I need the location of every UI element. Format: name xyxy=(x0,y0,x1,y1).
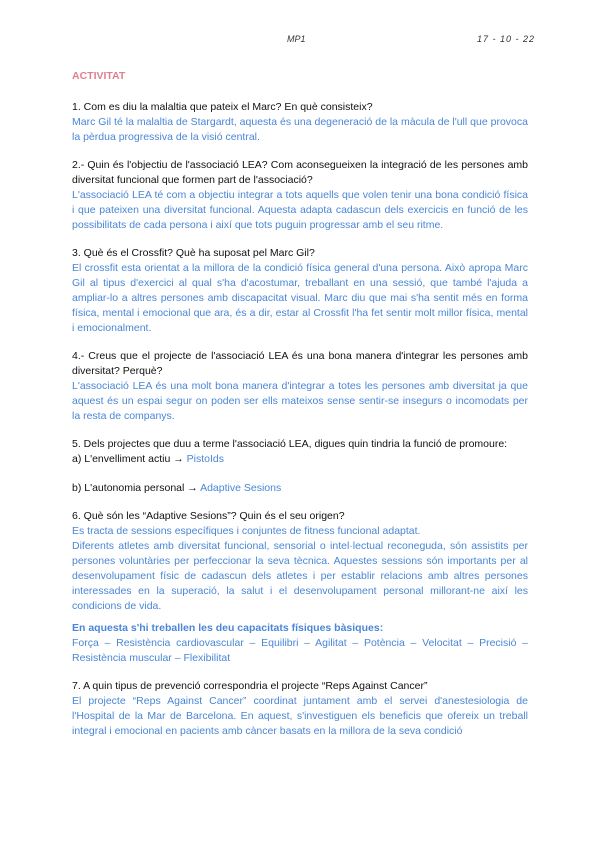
answer-7: El projecte “Reps Against Cancer” coordinat juntament amb el servei d'anestesiologia de l'Hospital de la Mar de Barcelona. En aquest, s'investiguen els beneficis que ofereix un treball integral i emocional en pacients amb càncer basats en la millora de la seva condició xyxy=(72,695,528,737)
question-7: 7. A quin tipus de prevenció correspondria el projecte “Reps Against Cancer” xyxy=(72,680,428,692)
answer-6-intro: Es tracta de sessions específiques i conjuntes de fitness funcional adaptat. xyxy=(72,525,421,537)
question-block-6 xyxy=(72,509,528,666)
question-block-3 xyxy=(72,246,528,336)
question-3: 3. Què és el Crossfit? Què ha suposat pel Marc Gil? xyxy=(72,247,315,259)
answer-6-detail: Diferents atletes amb diversitat funcional, sensorial o intel·lectual reconeguda, són assistits per persones voluntàries per perfeccionar la seva tècnica. Aquestes sessions són importants per al desenvolupament físic de cadascun dels atletes i per establir relacions amb altres persones interessades en la superació, la salut i el desenvolupament personal millorant-ne així les condicions de vida. xyxy=(72,540,528,612)
question-6: 6. Què són les “Adaptive Sesions”? Quin és el seu origen? xyxy=(72,510,345,522)
option-b-label: b) L'autonomia personal → xyxy=(72,482,201,494)
question-block-5 xyxy=(72,437,528,496)
question-4: 4.- Creus que el projecte de l'associació LEA és una bona manera d'integrar les persones amb diversitat? Perquè? xyxy=(72,350,528,377)
question-2: 2.- Quin és l'objectiu de l'associació LEA? Com aconsegueixen la integració de les persones amb diversitat funcional que formen part de l'associació? xyxy=(72,159,528,186)
answer-2: L'associació LEA té com a objectiu integrar a tots aquells que volen tenir una bona condició física i que pateixen una diversitat funcional. Aquesta adapta cadascun dels exercicis en funció de les possibilitats de cada persona i així que tots puguin progressar amb el seu ritme. xyxy=(72,189,528,231)
option-b xyxy=(72,481,528,496)
capacities-list: Força – Resistència cardiovascular – Equilibri – Agilitat – Potència – Velocitat – Precisió – Resistència muscular – Flexibilitat xyxy=(72,637,528,664)
answer-3: El crossfit esta orientat a la millora de la condició física general d'una persona. Això apropa Marc Gil al tipus d'exercici al qual s'ha d'acostumar, treballant en una sessió, que també l'ajuda a ampliar-lo a altres persones amb discapacitat visual. Marc diu que mai s'ha sentit més en forma física, mental i emocional que ara, és a dir, estar al Crossfit l'ha fet sentir molt millor física, mental i emocionalment. xyxy=(72,262,528,334)
question-5: 5. Dels projectes que duu a terme l'associació LEA, digues quin tindria la funció de promoure: xyxy=(72,438,508,450)
answer-1: Marc Gil té la malaltia de Stargardt, aquesta és una degeneració de la màcula de l'ull que provoca la pèrdua progressiva de la visió central. xyxy=(72,116,528,143)
header-date: 17 - 10 - 22 xyxy=(477,34,536,44)
question-1: 1. Com es diu la malaltia que pateix el Marc? En què consisteix? xyxy=(72,101,373,113)
header-subject: MP1 xyxy=(287,34,306,44)
question-block-2 xyxy=(72,158,528,233)
option-a-label: a) L'envelliment actiu → xyxy=(72,453,187,465)
question-block-1 xyxy=(72,100,528,145)
option-a xyxy=(72,452,528,467)
document-body xyxy=(72,70,528,752)
option-a-answer: PistoIds xyxy=(186,453,224,465)
question-block-7 xyxy=(72,679,528,739)
question-block-4 xyxy=(72,349,528,424)
capacities-subtitle: En aquesta s'hi treballen les deu capacitats físiques bàsiques: xyxy=(72,622,384,634)
page-title: ACTIVITAT xyxy=(72,70,126,82)
option-b-answer: Adaptive Sesions xyxy=(200,482,282,494)
answer-4: L'associació LEA és una molt bona manera d'integrar a totes les persones amb diversitat ja que aquest és un espai segur on poden ser ells mateixos sense sentir-se insegurs o incomodats per la resta de companys. xyxy=(72,380,528,422)
